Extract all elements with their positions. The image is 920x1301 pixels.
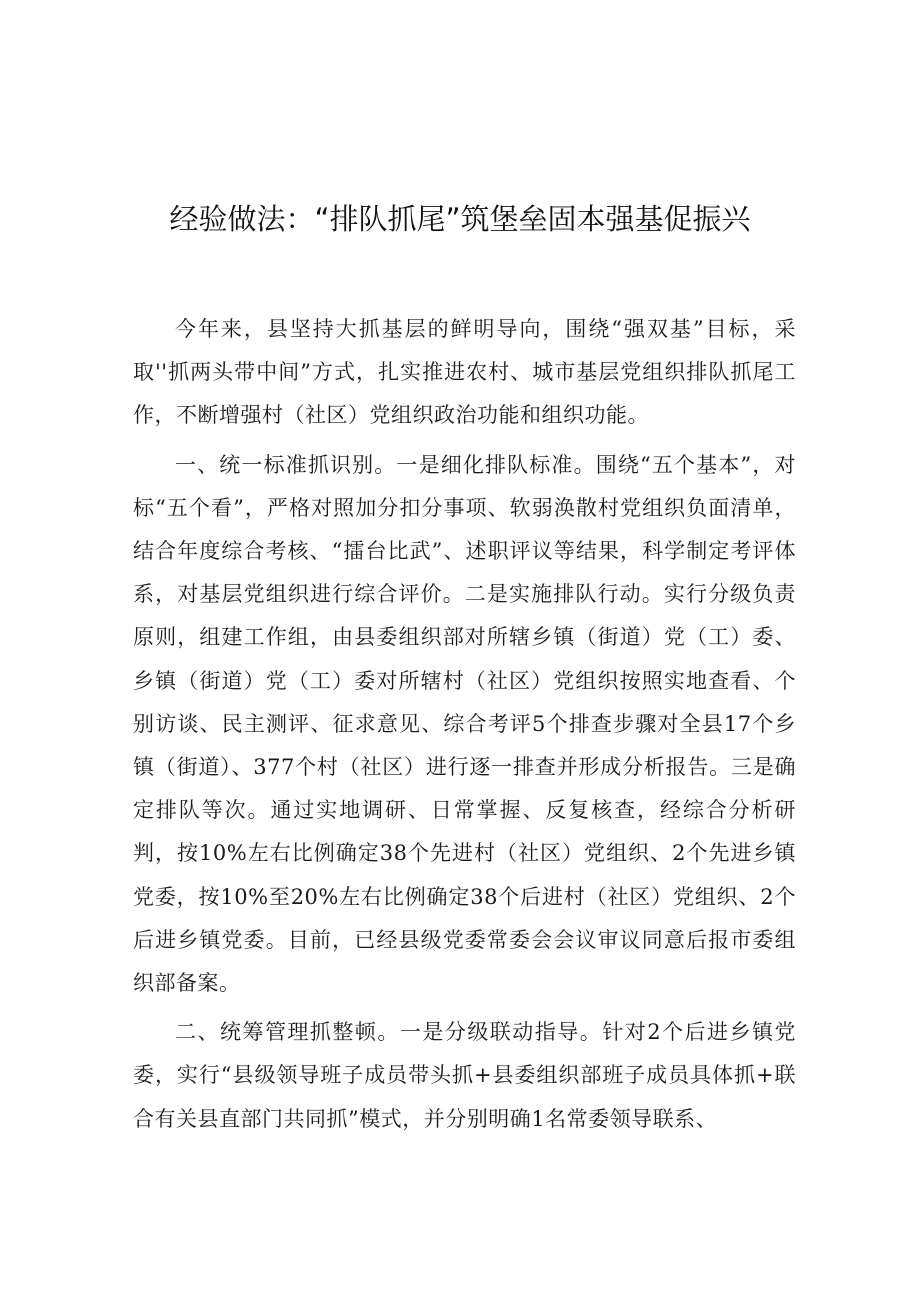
- paragraph-section-one: 一、统一标准抓识别。一是细化排队标准。围绕“五个基本”，对标“五个看”，严格对照加分扣分事项、软弱涣散村党组织负面清单，结合年度综合考核、“擂台比武”、述职评议等结果，科学制定考评体系，对基层党组织进行综合评价。二是实施排队行动。实行分级负责原则，组建工作组，由县委组织部对所辖乡镇（街道）党（工）委、乡镇（街道）党（工）委对所辖村（社区）党组织按照实地查看、个别访谈、民主测评、征求意见、综合考评5个排查步骤对全县17个乡镇（街道）、377个村（社区）进行逐一排查并形成分析报告。三是确定排队等次。通过实地调研、日常掌握、反复核查，经综合分析研判，按10%左右比例确定38个先进村（社区）党组织、2个先进乡镇党委，按10%至20%左右比例确定38个后进村（社区）党组织、2个后进乡镇党委。目前，已经县级党委常委会会议审议同意后报市委组织部备案。: [133, 452, 796, 996]
- document-title: 经验做法：“排队抓尾”筑堡垒固本强基促振兴: [169, 202, 751, 236]
- paragraph-intro: 今年来，县坚持大抓基层的鲜明导向，围绕“强双基”目标，采取''抓两头带中间”方式，扎实推进农村、城市基层党组织排队抓尾工作，不断增强村（社区）党组织政治功能和组织功能。: [133, 317, 796, 428]
- document-body: [133, 308, 796, 1147]
- paragraph-section-two: 二、统筹管理抓整顿。一是分级联动指导。针对2个后进乡镇党委，实行“县级领导班子成员带头抓+县委组织部班子成员具体抓+联合有关县直部门共同抓”模式，并分别明确1名常委领导联系、: [133, 1020, 796, 1131]
